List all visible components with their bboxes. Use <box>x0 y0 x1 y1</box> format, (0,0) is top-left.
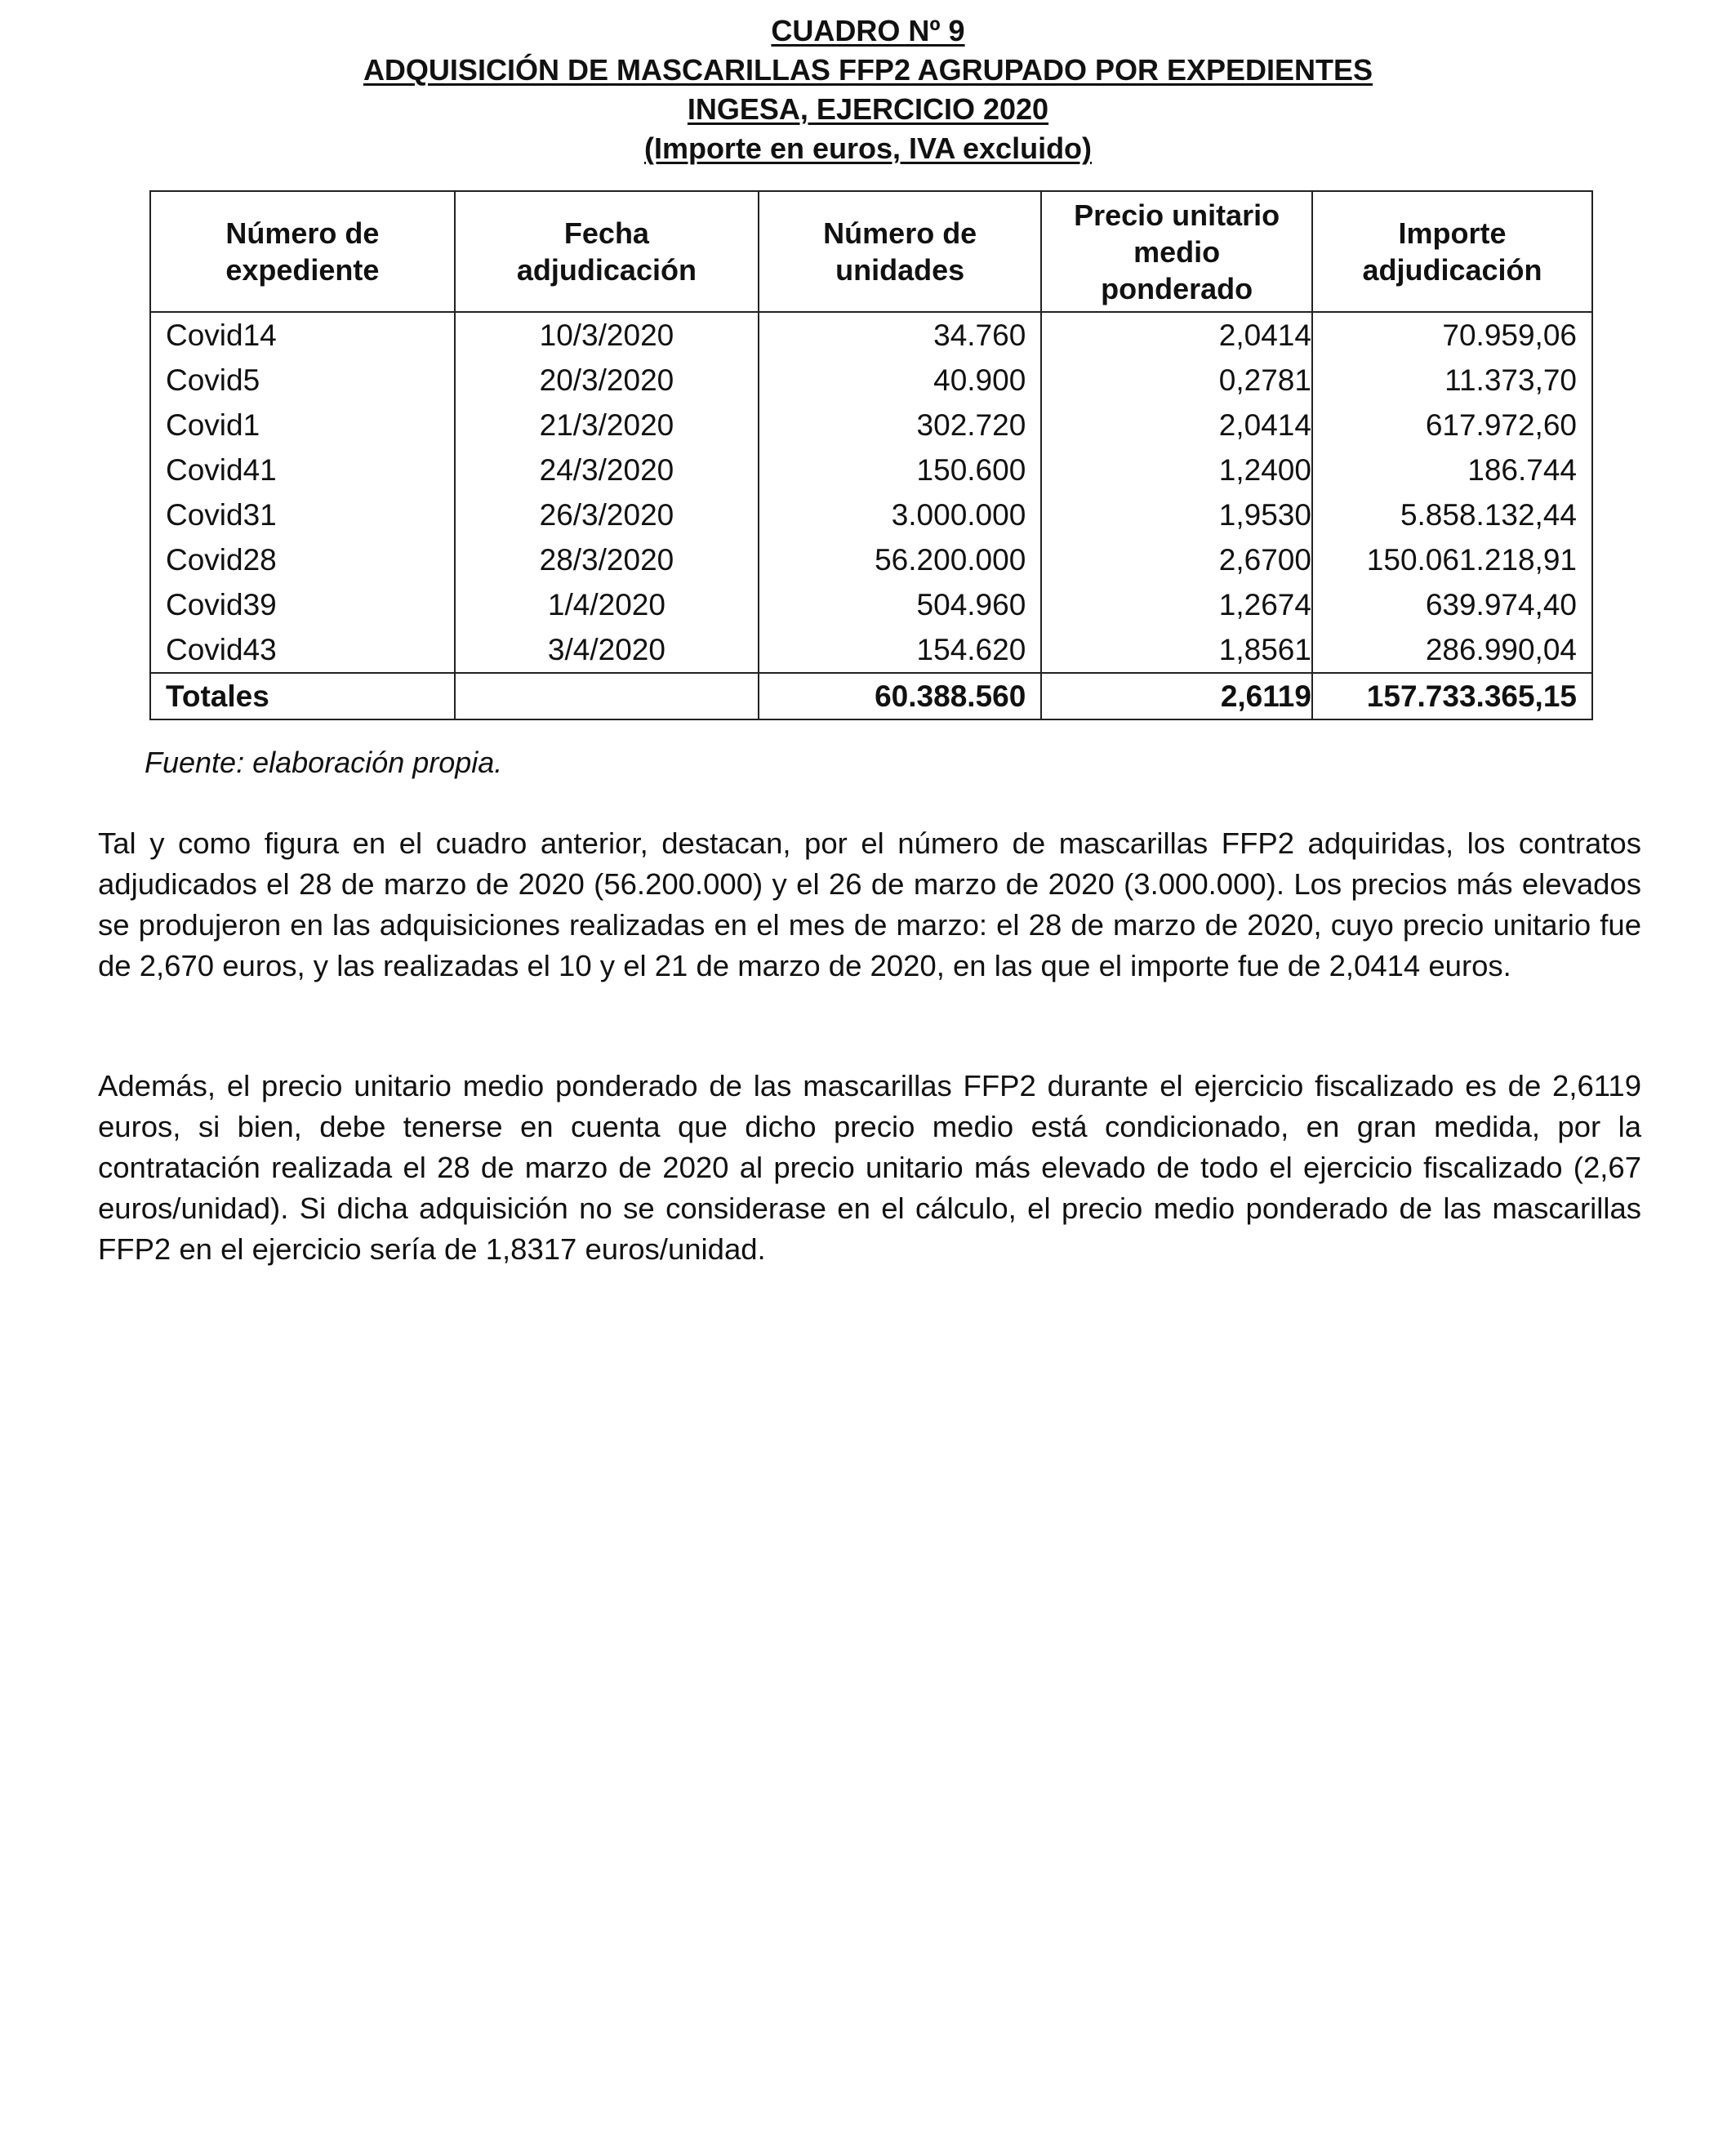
document-title <box>0 11 1736 168</box>
table-body <box>150 312 1592 719</box>
cell-importe: 150.061.218,91 <box>1312 537 1592 582</box>
cell-precio: 1,9530 <box>1041 492 1312 537</box>
cell-expediente: Covid31 <box>150 492 455 537</box>
cell-precio: 1,8561 <box>1041 627 1312 673</box>
totals-fecha <box>455 673 759 719</box>
cell-fecha: 1/4/2020 <box>455 582 759 627</box>
cell-unidades: 56.200.000 <box>759 537 1041 582</box>
cell-fecha: 20/3/2020 <box>455 358 759 403</box>
cell-importe: 70.959,06 <box>1312 312 1592 358</box>
header-text: unidades <box>835 253 965 287</box>
cell-fecha: 28/3/2020 <box>455 537 759 582</box>
cell-precio: 2,0414 <box>1041 403 1312 448</box>
cell-unidades: 154.620 <box>759 627 1041 673</box>
cell-fecha: 3/4/2020 <box>455 627 759 673</box>
source-note: Fuente: elaboración propia. <box>145 746 503 779</box>
cell-precio: 1,2674 <box>1041 582 1312 627</box>
table-row <box>150 627 1592 673</box>
table-row <box>150 312 1592 358</box>
cell-precio: 2,0414 <box>1041 312 1312 358</box>
totals-importe: 157.733.365,15 <box>1312 673 1592 719</box>
table-row <box>150 582 1592 627</box>
header-fecha <box>455 191 759 312</box>
cell-expediente: Covid14 <box>150 312 455 358</box>
table-title: ADQUISICIÓN DE MASCARILLAS FFP2 AGRUPADO POR EXPEDIENTES <box>363 53 1373 87</box>
cell-importe: 286.990,04 <box>1312 627 1592 673</box>
table-row <box>150 492 1592 537</box>
cell-expediente: Covid28 <box>150 537 455 582</box>
header-text: adjudicación <box>516 253 697 287</box>
cell-precio: 0,2781 <box>1041 358 1312 403</box>
cell-fecha: 24/3/2020 <box>455 448 759 492</box>
cell-unidades: 40.900 <box>759 358 1041 403</box>
header-text: Importe <box>1398 216 1507 250</box>
cell-fecha: 26/3/2020 <box>455 492 759 537</box>
cell-fecha: 21/3/2020 <box>455 403 759 448</box>
cell-unidades: 504.960 <box>759 582 1041 627</box>
cell-importe: 5.858.132,44 <box>1312 492 1592 537</box>
totals-label: Totales <box>150 673 455 719</box>
header-importe <box>1312 191 1592 312</box>
cell-importe: 617.972,60 <box>1312 403 1592 448</box>
cell-importe: 186.744 <box>1312 448 1592 492</box>
cell-expediente: Covid39 <box>150 582 455 627</box>
totals-precio: 2,6119 <box>1041 673 1312 719</box>
table-number: CUADRO Nº 9 <box>771 14 965 47</box>
cell-precio: 1,2400 <box>1041 448 1312 492</box>
cell-importe: 639.974,40 <box>1312 582 1592 627</box>
table-row <box>150 403 1592 448</box>
table-row <box>150 537 1592 582</box>
cell-precio: 2,6700 <box>1041 537 1312 582</box>
table-subtitle: INGESA, EJERCICIO 2020 <box>687 92 1049 126</box>
table-units-note: (Importe en euros, IVA excluido) <box>643 131 1093 165</box>
cell-fecha: 10/3/2020 <box>455 312 759 358</box>
table-header-row <box>150 191 1592 312</box>
header-text: Número de <box>225 216 380 250</box>
header-text: ponderado <box>1101 271 1253 305</box>
cell-unidades: 150.600 <box>759 448 1041 492</box>
header-expediente <box>150 191 455 312</box>
body-paragraph-2: Además, el precio unitario medio ponderado de las mascarillas FFP2 durante el ejercicio fiscalizado es de 2,6119 euros, si bien, debe tenerse en cuenta que dicho precio medio está condicionado, en gran medida, por la contratación realizada el 28 de marzo de 2020 al precio unitario más elevado de todo el ejercicio fiscalizado (2,67 euros/unidad). Si dicha adquisición no se considerase en el cálculo, el precio medio ponderado de las mascarillas FFP2 en el ejercicio sería de 1,8317 euros/unidad. <box>98 1069 1641 1266</box>
totals-unidades: 60.388.560 <box>759 673 1041 719</box>
header-text: adjudicación <box>1362 253 1542 287</box>
header-text: medio <box>1133 234 1221 269</box>
cell-unidades: 302.720 <box>759 403 1041 448</box>
cell-unidades: 34.760 <box>759 312 1041 358</box>
cell-unidades: 3.000.000 <box>759 492 1041 537</box>
cell-importe: 11.373,70 <box>1312 358 1592 403</box>
header-precio <box>1041 191 1312 312</box>
cell-expediente: Covid41 <box>150 448 455 492</box>
cell-expediente: Covid1 <box>150 403 455 448</box>
table-row <box>150 358 1592 403</box>
header-text: Número de <box>823 216 977 250</box>
header-unidades <box>759 191 1041 312</box>
totals-row <box>150 673 1592 719</box>
body-paragraph-1: Tal y como figura en el cuadro anterior, destacan, por el número de mascarillas FFP2 adquiridas, los contratos adjudicados el 28 de marzo de 2020 (56.200.000) y el 26 de marzo de 2020 (3.000.000). Los precios más elevados se produjeron en las adquisiciones realizadas en el mes de marzo: el 28 de marzo de 2020, cuyo precio unitario fue de 2,670 euros, y las realizadas el 10 y el 21 de marzo de 2020, en las que el importe fue de 2,0414 euros. <box>98 826 1641 982</box>
masks-table <box>149 190 1593 720</box>
table-row <box>150 448 1592 492</box>
header-text: Fecha <box>563 216 649 250</box>
cell-expediente: Covid43 <box>150 627 455 673</box>
cell-expediente: Covid5 <box>150 358 455 403</box>
header-text: Precio unitario <box>1074 198 1280 232</box>
header-text: expediente <box>225 253 380 287</box>
